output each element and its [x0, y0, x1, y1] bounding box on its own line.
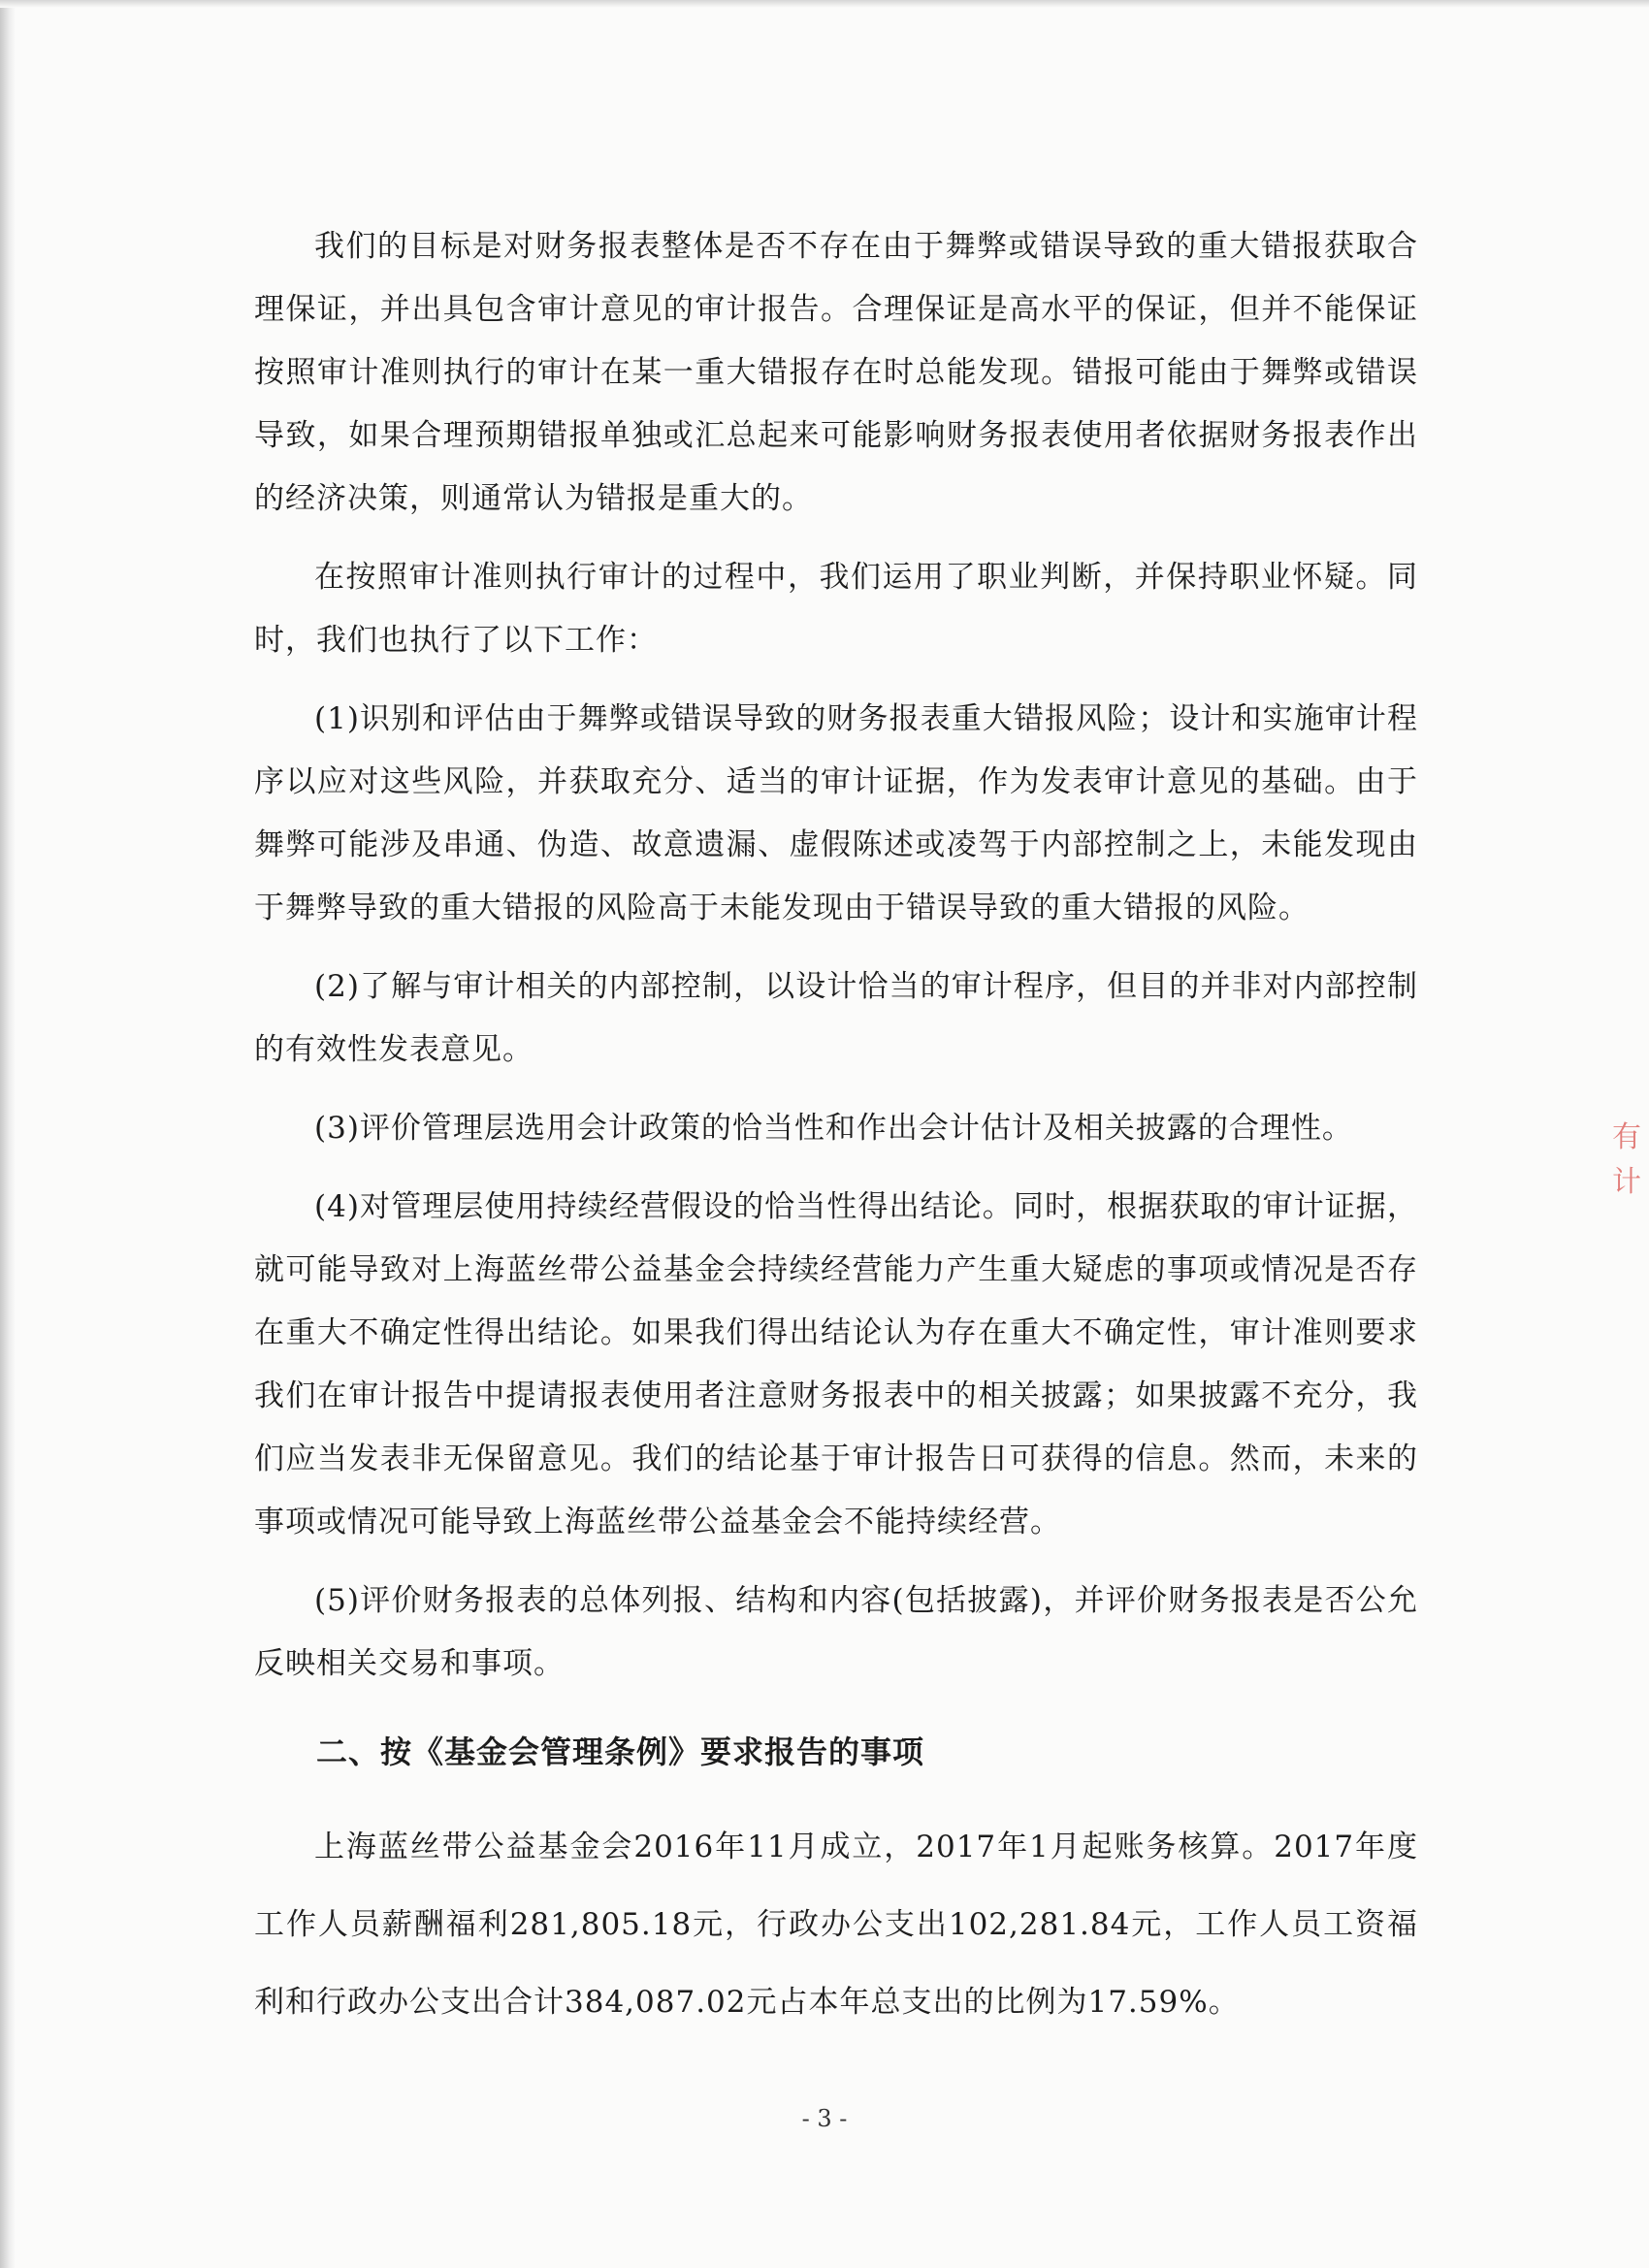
paragraph-item-3: (3)评价管理层选用会计政策的恰当性和作出会计估计及相关披露的合理性。: [314, 1111, 1353, 1146]
scan-edge-top: [0, 0, 1649, 8]
paragraph-audit-objective: 我们的目标是对财务报表整体是否不存在由于舞弊或错误导致的重大错报获取合理保证，并出具包含审计意见的审计报告。合理保证是高水平的保证，但并不能保证按照审计准则执行的审计在某一重大错报存在时总能发现。错报可能由于舞弊或错误导致，如果合理预期错报单独或汇总起来可能影响财务报表使用者依据财务报表作出的经济决策，则通常认为错报是重大的。: [254, 229, 1418, 516]
paragraph-item-1: (1)识别和评估由于舞弊或错误导致的财务报表重大错报风险；设计和实施审计程序以应对这些风险，并获取充分、适当的审计证据，作为发表审计意见的基础。由于舞弊可能涉及串通、伪造、故意遗漏、虚假陈述或凌驾于内部控制之上，未能发现由于舞弊导致的重大错报的风险高于未能发现由于错误导致的重大错报的风险。: [254, 701, 1418, 925]
section-heading: 二、按《基金会管理条例》要求报告的事项: [316, 1733, 925, 1770]
paragraph-item-5: (5)评价财务报表的总体列报、结构和内容(包括披露)，并评价财务报表是否公允反映相关交易和事项。: [254, 1583, 1418, 1681]
seal-stamp-fragment: 有 计: [1612, 1120, 1641, 1199]
paragraph-item-4: (4)对管理层使用持续经营假设的恰当性得出结论。同时，根据获取的审计证据，就可能导致对上海蓝丝带公益基金会持续经营能力产生重大疑虑的事项或情况是否存在重大不确定性得出结论。如果我们得出结论认为存在重大不确定性，审计准则要求我们在审计报告中提请报表使用者注意财务报表中的相关披露；如果披露不充分，我们应当发表非无保留意见。我们的结论基于审计报告日可获得的信息。然而，未来的事项或情况可能导致上海蓝丝带公益基金会不能持续经营。: [254, 1189, 1418, 1539]
section-paragraph: 上海蓝丝带公益基金会2016年11月成立，2017年1月起账务核算。2017年度工作人员薪酬福利281,805.18元，行政办公支出102,281.84元，工作人员工资福利和行政办公支出合计384,087.02元占本年总支出的比例为17.59%。: [254, 1830, 1418, 2020]
scan-edge-left: [0, 0, 16, 2268]
page-number: - 3 -: [801, 2105, 848, 2132]
document-body: [254, 215, 1418, 2057]
paragraph-professional-judgment: 在按照审计准则执行审计的过程中，我们运用了职业判断，并保持职业怀疑。同时，我们也执行了以下工作：: [254, 560, 1418, 658]
paragraph-item-2: (2)了解与审计相关的内部控制，以设计恰当的审计程序，但目的并非对内部控制的有效性发表意见。: [254, 969, 1418, 1067]
